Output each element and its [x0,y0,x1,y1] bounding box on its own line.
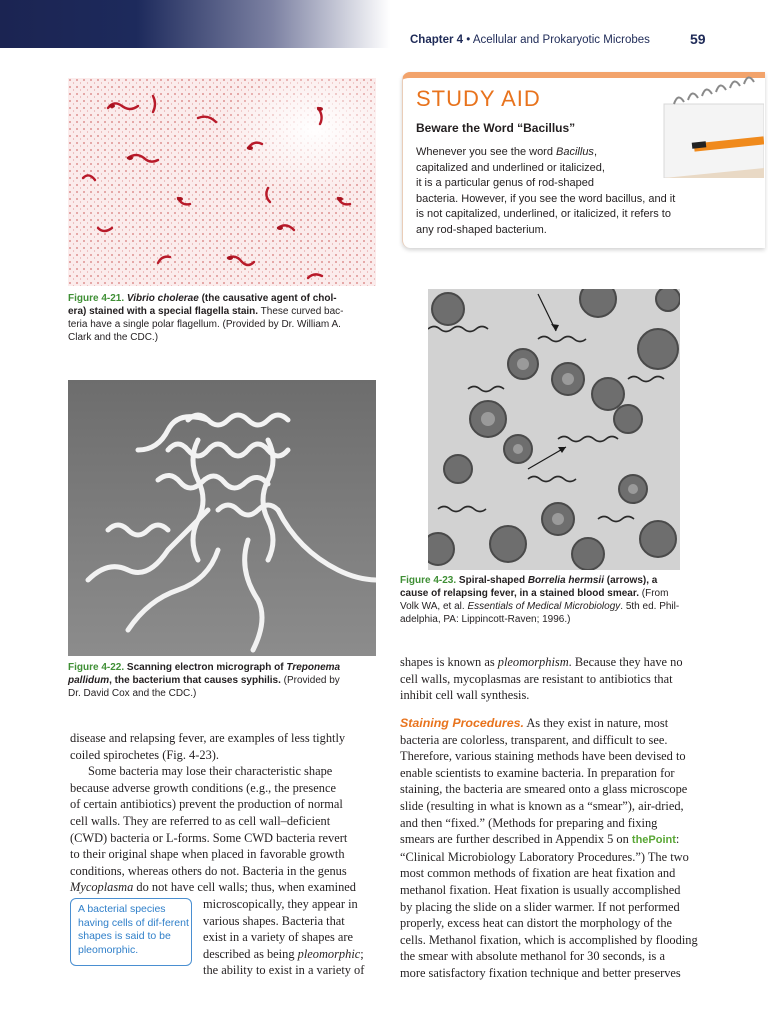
caption-line: teria have a single polar flagellum. (Provided by Dr. William A. [68,319,341,330]
text-line: cells. Methanol fixation, which is accomplished by flooding [400,932,698,947]
study-aid-line: capitalized and underlined or italicized, [416,161,605,174]
bold-text: , the bacterium that causes syphilis. [109,675,281,686]
text-line: properly, excess heat can distort the morphology of the [400,916,673,931]
right-column-para-2 [400,715,706,982]
study-aid-line: it is a particular genus of rod-shaped [416,177,594,189]
text-line: cell walls. They are referred to as cell wall–deficient [70,813,331,828]
text-line [400,715,706,732]
left-column-text [70,730,376,896]
figure-label: Figure 4-22. [68,662,125,673]
text-line: the smear with absolute methanol for 30 seconds, is a [400,949,665,964]
figure-4-22-caption [68,661,378,700]
text-line: Some bacteria may lose their characteristic shape [88,764,333,779]
text-line: methanol fixation. Heat fixation is usually accomplished [400,882,681,897]
header-bullet: • [463,34,473,46]
caption-line: Clark and the CDC.) [68,332,159,343]
text-line: smears are further described in Appendix 5 on thePoint: [400,832,680,847]
caption-text [127,293,337,304]
text-line: (CWD) bacteria or L-forms. Some CWD bacteria revert [70,830,348,845]
caption-line [400,574,700,587]
text-line: the ability to exist in a variety of [203,963,365,978]
caption-line [68,292,376,305]
study-aid-line: bacteria. However, if you see the word bacillus, and it [416,192,676,205]
bold-italic-text: pallidum [68,675,110,686]
text-line: Mycoplasma do not have cell walls; thus, when examined [70,880,356,895]
text-line: exist in a variety of shapes are [203,930,354,945]
text-line: various shapes. Bacteria that [203,913,345,928]
italic-text: pleomorphic [297,946,361,961]
section-heading: Staining Procedures. [400,716,524,730]
study-aid-line: any rod-shaped bacterium. [416,223,547,236]
caption-line: Volk WA, et al. Essentials of Medical Microbiology. 5th ed. Phil- [400,601,680,612]
italic-text: Bacillus [556,146,594,158]
text-line: coiled spirochetes (Fig. 4-23). [70,747,219,762]
bold-text: era) stained with a special flagella stain. [68,306,259,317]
text-line: cell walls, mycoplasmas are resistant to antibiotics that [400,671,673,686]
text-line: described as being pleomorphic; [203,946,364,961]
treponema-sem-micrograph [68,380,376,656]
text-line: to their original shape when placed in favorable growth [70,847,345,862]
caption-line: cause of relapsing fever, in a stained blood smear. (From [400,588,669,599]
text-line: most common methods of fixation are heat fixation and [400,866,676,881]
text-line: of certain antibiotics) prevent the production of normal [70,797,343,812]
figure-4-21-image [68,78,376,286]
study-aid-title: STUDY AID [416,86,541,111]
figure-4-21-caption [68,292,376,344]
italic-text: pleomorphism [497,655,569,669]
study-aid-line: is not capitalized, underlined, or italicized, it refers to [416,208,671,220]
figure-4-22-image [68,380,376,656]
bold-text: Spiral-shaped [456,575,528,586]
caption-line: Dr. David Cox and the CDC.) [68,688,197,699]
text-line: inhibit cell wall synthesis. [400,688,530,703]
text-line: disease and relapsing fever, are examples of less tightly [70,731,346,745]
study-aid-line: Whenever you see the word Bacillus, [416,146,597,158]
margin-note-text: A bacterial species having cells of dif-ferent shapes is said to be pleomorphic. [78,903,189,956]
text-line: slide (resulting in what is known as a “smear”), air-dried, [400,798,684,813]
text-line: because adverse growth conditions (e.g., the presence [70,780,336,795]
italic-text: Essentials of Medical Microbiology [467,601,621,612]
header-band [0,0,390,48]
caption-line: adelphia, PA: Lippincott-Raven; 1996.) [400,614,571,625]
text-line: “Clinical Microbiology Laboratory Procedures.”) The two [400,849,689,864]
study-aid-body [416,145,716,238]
text-line: more satisfactory fixation technique and better preserves [400,965,681,980]
figure-label: Figure 4-21. [68,293,125,304]
bold-italic-text: Vibrio cholerae [126,293,199,304]
caption-text [124,662,340,673]
text-line: microscopically, they appear in [203,897,358,911]
text-line: and then “fixed.” (Methods for preparing and fixing [400,815,658,830]
chapter-label: Chapter 4 [410,34,464,46]
chapter-title: Acellular and Prokaryotic Microbes [472,34,650,46]
thepoint-logo-text: thePoint [631,834,676,847]
right-column-para-1 [400,654,706,704]
caption-line [68,661,378,674]
figure-4-23-image [428,289,680,570]
bold-text: (arrows), a [603,575,658,586]
bold-text: Scanning electron micrograph of [124,662,287,673]
bold-text: cause of relapsing fever, in a stained blood smear. [400,588,639,599]
figure-4-23-caption [400,574,700,626]
caption-line: pallidum, the bacterium that causes syphilis. (Provided by [68,675,340,686]
text-line: enable scientists to examine bacteria. In preparation for [400,765,675,780]
text-line: bacteria are colorless, transparent, and difficult to see. [400,732,668,747]
bold-text: (the causative agent of chol- [198,293,337,304]
running-header [410,34,650,46]
text-line: Therefore, various staining methods have been devised to [400,749,686,764]
vibrio-micrograph [68,78,376,286]
left-column-wrap-text [203,896,376,979]
caption-line: era) stained with a special flagella stain. These curved bac- [68,306,344,317]
borrelia-blood-smear [428,289,680,570]
caption-text [456,575,657,586]
text-line: conditions, whereas others do not. Bacteria in the genus [70,863,347,878]
page-number: 59 [690,31,706,47]
text-line: by placing the slide on a slider warmer. If not performed [400,899,680,914]
figure-label: Figure 4-23. [400,575,457,586]
text-span: As they exist in nature, most [523,716,669,730]
study-aid-subtitle: Beware the Word “Bacillus” [416,121,576,135]
bold-italic-text: Treponema [286,662,341,673]
bold-italic-text: Borrelia hermsii [527,575,604,586]
italic-text: Mycoplasma [70,880,134,895]
text-line: shapes is known as pleomorphism. Because they have no [400,655,683,669]
text-line: staining, the bacteria are smeared onto a glass microscope [400,782,688,797]
